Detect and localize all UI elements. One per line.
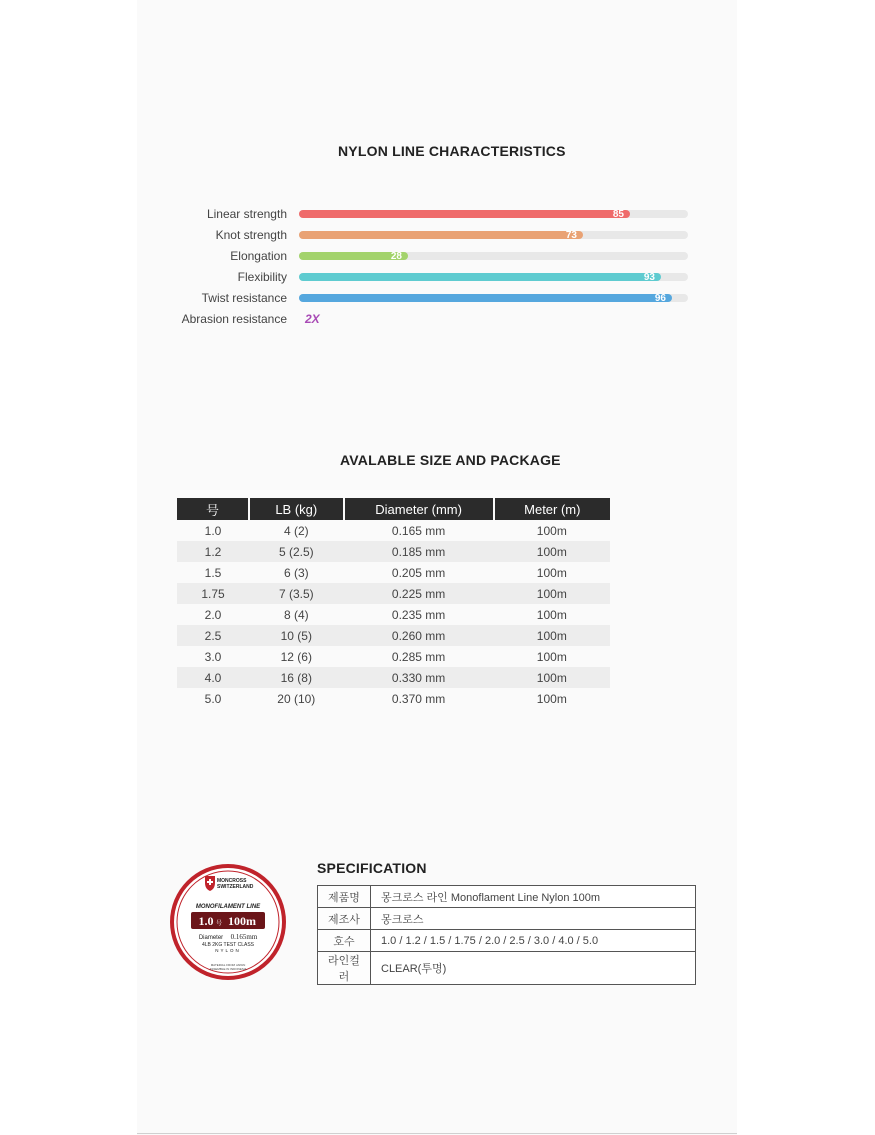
reel-material: NYLON (215, 948, 241, 953)
characteristic-bar (299, 231, 583, 239)
size-table-cell: 5 (2.5) (249, 541, 344, 562)
characteristic-bar (299, 273, 661, 281)
size-table-cell: 1.5 (204, 565, 222, 580)
characteristic-label: Elongation (230, 249, 287, 263)
spec-table (317, 885, 696, 985)
size-table-row (177, 562, 610, 583)
bottom-divider (137, 1133, 737, 1134)
reel-product: MONOFILAMENT LINE (195, 904, 261, 910)
size-table-cell: 0.165 mm (391, 523, 446, 538)
characteristic-row (137, 225, 697, 246)
spec-row (318, 886, 696, 908)
reel-diameter-value: 0.165mm (230, 933, 258, 941)
size-table-cell: 8 (4) (283, 607, 309, 622)
size-table-row (177, 604, 610, 625)
size-table-row (177, 667, 610, 688)
specification-title: SPECIFICATION (317, 860, 427, 876)
size-table-cell: 100m (536, 607, 567, 622)
size-table-cell: 0.285 mm (391, 649, 446, 664)
size-table-cell: 100m (494, 541, 610, 562)
size-table-cell: 0.225 mm (344, 583, 494, 604)
reel-size-number: 1.0 (198, 914, 214, 928)
characteristic-track (299, 294, 688, 302)
size-table-cell: 1.0 (204, 523, 222, 538)
characteristic-label: Flexibility (237, 270, 287, 284)
size-table-cell: 100m (536, 649, 567, 664)
reel-test-class: 4LB 2KG TEST CLASS (201, 942, 255, 948)
spec-row (318, 908, 696, 930)
characteristic-label: Linear strength (206, 207, 287, 221)
spec-key: 라인컬러 (318, 952, 371, 985)
size-table-cell: 0.370 mm (391, 691, 446, 706)
size-table-header-row (177, 498, 610, 520)
size-table-row (177, 520, 610, 541)
size-table-cell: 0.330 mm (344, 667, 494, 688)
size-table-cell: 7 (3.5) (249, 583, 344, 604)
reel-origin-line1: MATERIAL FROM JAPAN (210, 963, 246, 967)
spec-value: CLEAR(투명) (371, 952, 696, 985)
characteristic-value: 85 (612, 209, 624, 220)
spec-key: 제품명 (318, 886, 371, 908)
size-table-row (177, 541, 610, 562)
size-table-cell: 100m (494, 625, 610, 646)
size-table-cell: 100m (536, 523, 567, 538)
reel-brand-line1: MONCROSS (217, 878, 247, 884)
size-table-cell: 100m (536, 691, 567, 706)
characteristic-label: Knot strength (215, 228, 287, 242)
spec-row (318, 930, 696, 952)
characteristic-track (299, 273, 688, 281)
characteristic-row (137, 267, 697, 288)
size-table-row (177, 625, 610, 646)
size-table-cell: 100m (494, 583, 610, 604)
characteristic-row (137, 204, 697, 225)
size-table-row (177, 646, 610, 667)
size-table-row (177, 688, 610, 709)
spec-key: 호수 (318, 930, 371, 952)
size-table-cell: 0.185 mm (344, 541, 494, 562)
size-package-title: AVALABLE SIZE AND PACKAGE (340, 452, 561, 468)
spec-row (318, 952, 696, 985)
size-table-cell: 20 (10) (277, 691, 316, 706)
abrasion-row (137, 309, 697, 330)
reel-origin-line2: ASSEMBLE IN INDONESIA (209, 967, 247, 971)
size-table-cell: 4 (2) (283, 523, 309, 538)
size-table-cell: 0.205 mm (391, 565, 446, 580)
spec-value: 몽크로스 라인 Monoflament Line Nylon 100m (371, 886, 696, 908)
reel-image (168, 862, 288, 982)
size-table-row (177, 583, 610, 604)
reel-size-unit: 号 (215, 920, 223, 927)
reel-length: 100m (228, 914, 256, 928)
size-table-cell: 5.0 (204, 691, 222, 706)
characteristics-title: NYLON LINE CHARACTERISTICS (338, 143, 566, 159)
size-table-cell: 4.0 (177, 667, 249, 688)
characteristic-track (299, 231, 688, 239)
abrasion-label: Abrasion resistance (181, 312, 287, 326)
reel-brand-line2: SWITZERLAND (217, 884, 254, 890)
characteristic-value: 96 (654, 293, 666, 304)
size-table-cell: 1.2 (177, 541, 249, 562)
header-ho: 号 (177, 498, 249, 520)
size-table-cell: 0.260 mm (344, 625, 494, 646)
characteristic-row (137, 288, 697, 309)
characteristic-bar (299, 252, 408, 260)
spec-value: 몽크로스 (371, 908, 696, 930)
size-table-cell: 2.0 (204, 607, 222, 622)
characteristic-track (299, 210, 688, 218)
size-table-cell: 12 (6) (280, 649, 312, 664)
header-lb: LB (kg) (249, 498, 344, 520)
header-meter: Meter (m) (494, 498, 610, 520)
spec-key: 제조사 (318, 908, 371, 930)
size-table-cell: 16 (8) (249, 667, 344, 688)
characteristic-label: Twist resistance (201, 291, 287, 305)
size-table-cell: 10 (5) (249, 625, 344, 646)
characteristic-value: 28 (390, 251, 402, 262)
characteristic-value: 73 (565, 230, 577, 241)
size-table (177, 498, 610, 709)
size-table-cell: 100m (536, 565, 567, 580)
spec-value: 1.0 / 1.2 / 1.5 / 1.75 / 2.0 / 2.5 / 3.0 / 4.0 / 5.0 (371, 930, 696, 952)
size-table-cell: 100m (494, 667, 610, 688)
characteristic-bar (299, 294, 672, 302)
characteristic-track (299, 252, 688, 260)
characteristic-value: 93 (643, 272, 655, 283)
reel-diameter-label: Diameter (198, 935, 224, 941)
size-table-cell: 3.0 (204, 649, 222, 664)
size-table-cell: 1.75 (177, 583, 249, 604)
characteristic-bar (299, 210, 630, 218)
header-diameter: Diameter (mm) (344, 498, 494, 520)
abrasion-value: 2X (305, 312, 320, 326)
characteristic-row (137, 246, 697, 267)
size-table-cell: 6 (3) (283, 565, 309, 580)
size-table-cell: 2.5 (177, 625, 249, 646)
size-table-cell: 0.235 mm (391, 607, 446, 622)
